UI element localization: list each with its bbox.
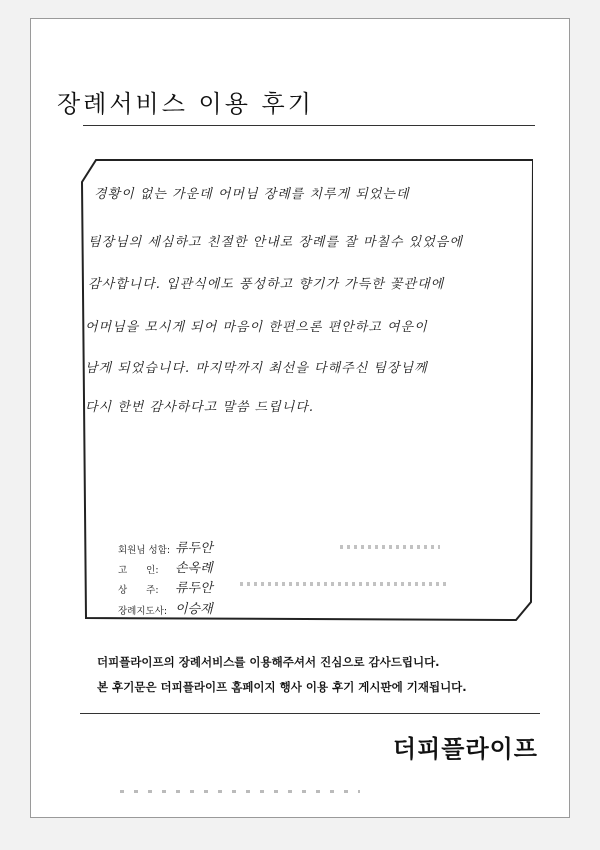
review-line-5: 남게 되었습니다. 마지막까지 최선을 다해주신 팀장님께 [85, 361, 428, 376]
thanks-line-1: 더피플라이프의 장례서비스를 이용해주셔서 진심으로 감사드립니다. [97, 655, 440, 669]
field-label-director: 장례지도사: [118, 606, 168, 617]
redacted-mark [240, 582, 450, 586]
field-value-chief-mourner: 류두안 [175, 581, 213, 596]
redacted-mark [340, 545, 440, 549]
review-line-3: 감사합니다. 입관식에도 풍성하고 향기가 가득한 꽃관대에 [88, 277, 445, 292]
bottom-divider [80, 713, 540, 714]
field-label-deceased: 고 인: [118, 565, 159, 576]
page-title: 장례서비스 이용 후기 [57, 90, 314, 118]
review-line-2: 팀장님의 세심하고 친절한 안내로 장례를 잘 마칠수 있었음에 [88, 235, 463, 250]
field-value-director: 이승재 [175, 602, 213, 617]
thanks-line-2: 본 후기문은 더피플라이프 홈페이지 행사 이용 후기 게시판에 기재됩니다. [97, 680, 467, 694]
review-line-6: 다시 한번 감사하다고 말씀 드립니다. [85, 400, 315, 415]
brand-logo: 더피플라이프 [392, 735, 538, 763]
field-value-member: 류두안 [175, 541, 213, 556]
title-divider [83, 125, 535, 126]
footer-faint-text [120, 790, 360, 793]
review-line-1: 경황이 없는 가운데 어머님 장례를 치루게 되었는데 [94, 187, 410, 202]
field-value-deceased: 손옥례 [175, 561, 213, 576]
field-label-member: 회원님 성함: [118, 545, 171, 556]
field-label-chief-mourner: 상 주: [118, 585, 159, 596]
review-line-4: 어머님을 모시게 되어 마음이 한편으론 편안하고 여운이 [85, 320, 428, 335]
